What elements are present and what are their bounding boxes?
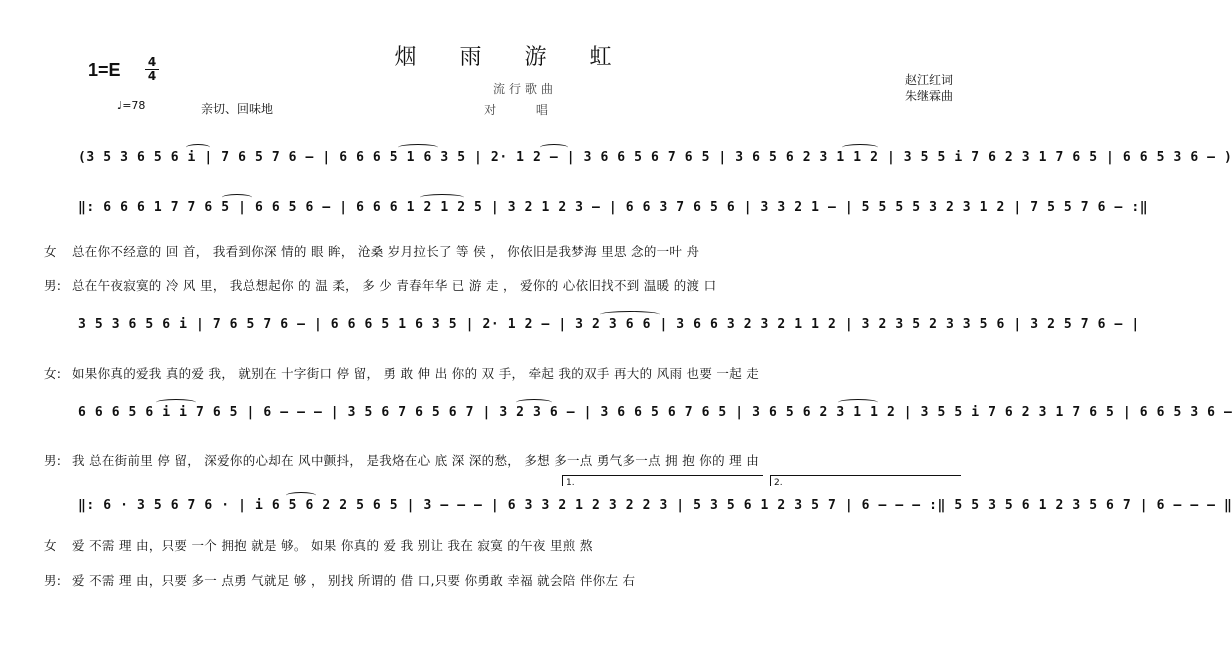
lyric-text: 总在午夜寂寞的 冷 风 里， 我总想起你 的 温 柔， 多 少 青春年华 已 游 走 ， 爱你的 心依旧找不到 温暖 的渡 口 [72, 278, 717, 293]
slur-mark [540, 144, 568, 151]
slur-mark [222, 194, 252, 201]
role-label: 女 [44, 244, 57, 259]
lyric-line-female-1 [44, 242, 699, 260]
role-label: 男: [44, 453, 62, 468]
slur-mark [842, 144, 878, 151]
staff-verse: ‖: 6 6 6 1 7 7 6 5 | 6 6 5 6 – | 6 6 6 1 2 1 2 5 | 3 2 1 2 3 – | 6 6 3 7 6 5 6 | 3 3 2 1 – | 5 5 5 5 3 2 3 1 2 | 7 5 5 7 6 – :‖ [78, 200, 1149, 215]
staff-ending: ‖: 6 · 3 5 6 7 6 · | i 6 5 6 2 2 5 6 5 | 3 – – – | 6 3 3 2 1 2 3 2 2 3 | 5 3 5 6 1 2 3 5 7 | 6 – – – :‖ 5 5 3 5 6 1 2 3 5 6 7 | 6 – – – ‖ [78, 498, 1232, 513]
role-label: 女 [44, 538, 57, 553]
tempo-marking: ♩=78 [117, 99, 146, 112]
lyric-text: 爱 不需 理 由，只要 多一 点勇 气就足 够 ， 别找 所谓的 借 口,只要 你勇敢 幸福 就会陪 伴你左 右 [72, 573, 636, 588]
expression-marking: 亲切、回味地 [201, 102, 274, 116]
form-label: 对 唱 [484, 103, 566, 117]
key-signature: 1=E [88, 60, 121, 80]
credits [905, 72, 953, 104]
volta-label-2: 2. [774, 478, 783, 488]
volta-label-1: 1. [566, 478, 575, 488]
song-title: 烟 雨 游 虹 [394, 45, 630, 70]
role-label: 男: [44, 278, 62, 293]
lyric-text: 如果你真的爱我 真的爱 我， 就别在 十字街口 停 留， 勇 敢 伸 出 你的 双 手， 牵起 我的双手 再大的 风雨 也要 一起 走 [72, 366, 760, 381]
slur-mark [420, 194, 464, 201]
slur-mark [156, 399, 196, 406]
slur-mark [600, 311, 660, 318]
role-label: 女: [44, 366, 62, 381]
volta-bracket-2 [770, 475, 961, 486]
meter-top: 4 [147, 55, 157, 69]
lyricist-credit: 赵江红词 [905, 73, 954, 87]
lyric-line-male-1 [44, 276, 716, 294]
staff-prechorus: 3 5 3 6 5 6 i | 7 6 5 7 6 – | 6 6 6 5 1 6 3 5 | 2· 1 2 – | 3 2 3 6 6 | 3 6 6 3 2 3 2 1 1 2 | 3 2 3 5 2 3 3 5 6 | 3 2 5 7 6 – | [78, 317, 1140, 332]
lyric-line-male-3 [44, 571, 635, 589]
lyric-text: 爱 不需 理 由，只要 一个 拥抱 就是 够。 如果 你真的 爱 我 别让 我在 寂寞 的午夜 里煎 熬 [72, 538, 593, 553]
slur-mark [286, 492, 316, 499]
time-signature [145, 56, 159, 83]
staff-chorus: 6 6 6 5 6 i i 7 6 5 | 6 – – – | 3 5 6 7 6 5 6 7 | 3 2 3 6 – | 3 6 6 5 6 7 6 5 | 3 6 5 6 2 3 1 1 2 | 3 5 5 i 7 6 2 3 1 7 6 5 | 6 6 5 3 6 – [78, 405, 1232, 420]
composer-credit: 朱继霖曲 [905, 89, 954, 103]
lyric-line-female-3 [44, 536, 593, 554]
genre-label: 流行歌曲 [492, 82, 557, 96]
staff-intro: (3 5 3 6 5 6 i | 7 6 5 7 6 – | 6 6 6 5 1 6 3 5 | 2· 1 2 – | 3 6 6 5 6 7 6 5 | 3 6 5 6 2 3 1 1 2 | 3 5 5 i 7 6 2 3 1 7 6 5 | 6 6 5 3 6 – ) [78, 150, 1232, 165]
volta-bracket-1 [562, 475, 763, 486]
meter-bottom: 4 [145, 69, 159, 83]
lyric-line-female-2 [44, 364, 759, 382]
slur-mark [398, 144, 438, 151]
slur-mark [838, 399, 878, 406]
lyric-line-male-2 [44, 451, 759, 469]
lyric-text: 总在你不经意的 回 首， 我看到你深 情的 眼 眸， 沧桑 岁月拉长了 等 侯 ， 你依旧是我梦海 里思 念的一叶 舟 [72, 244, 700, 259]
lyric-text: 我 总在街前里 停 留， 深爱你的心却在 风中颤抖， 是我烙在心 底 深 深的愁， 多想 多一点 勇气多一点 拥 抱 你的 理 由 [72, 453, 760, 468]
role-label: 男: [44, 573, 62, 588]
slur-mark [186, 144, 210, 151]
slur-mark [516, 399, 552, 406]
